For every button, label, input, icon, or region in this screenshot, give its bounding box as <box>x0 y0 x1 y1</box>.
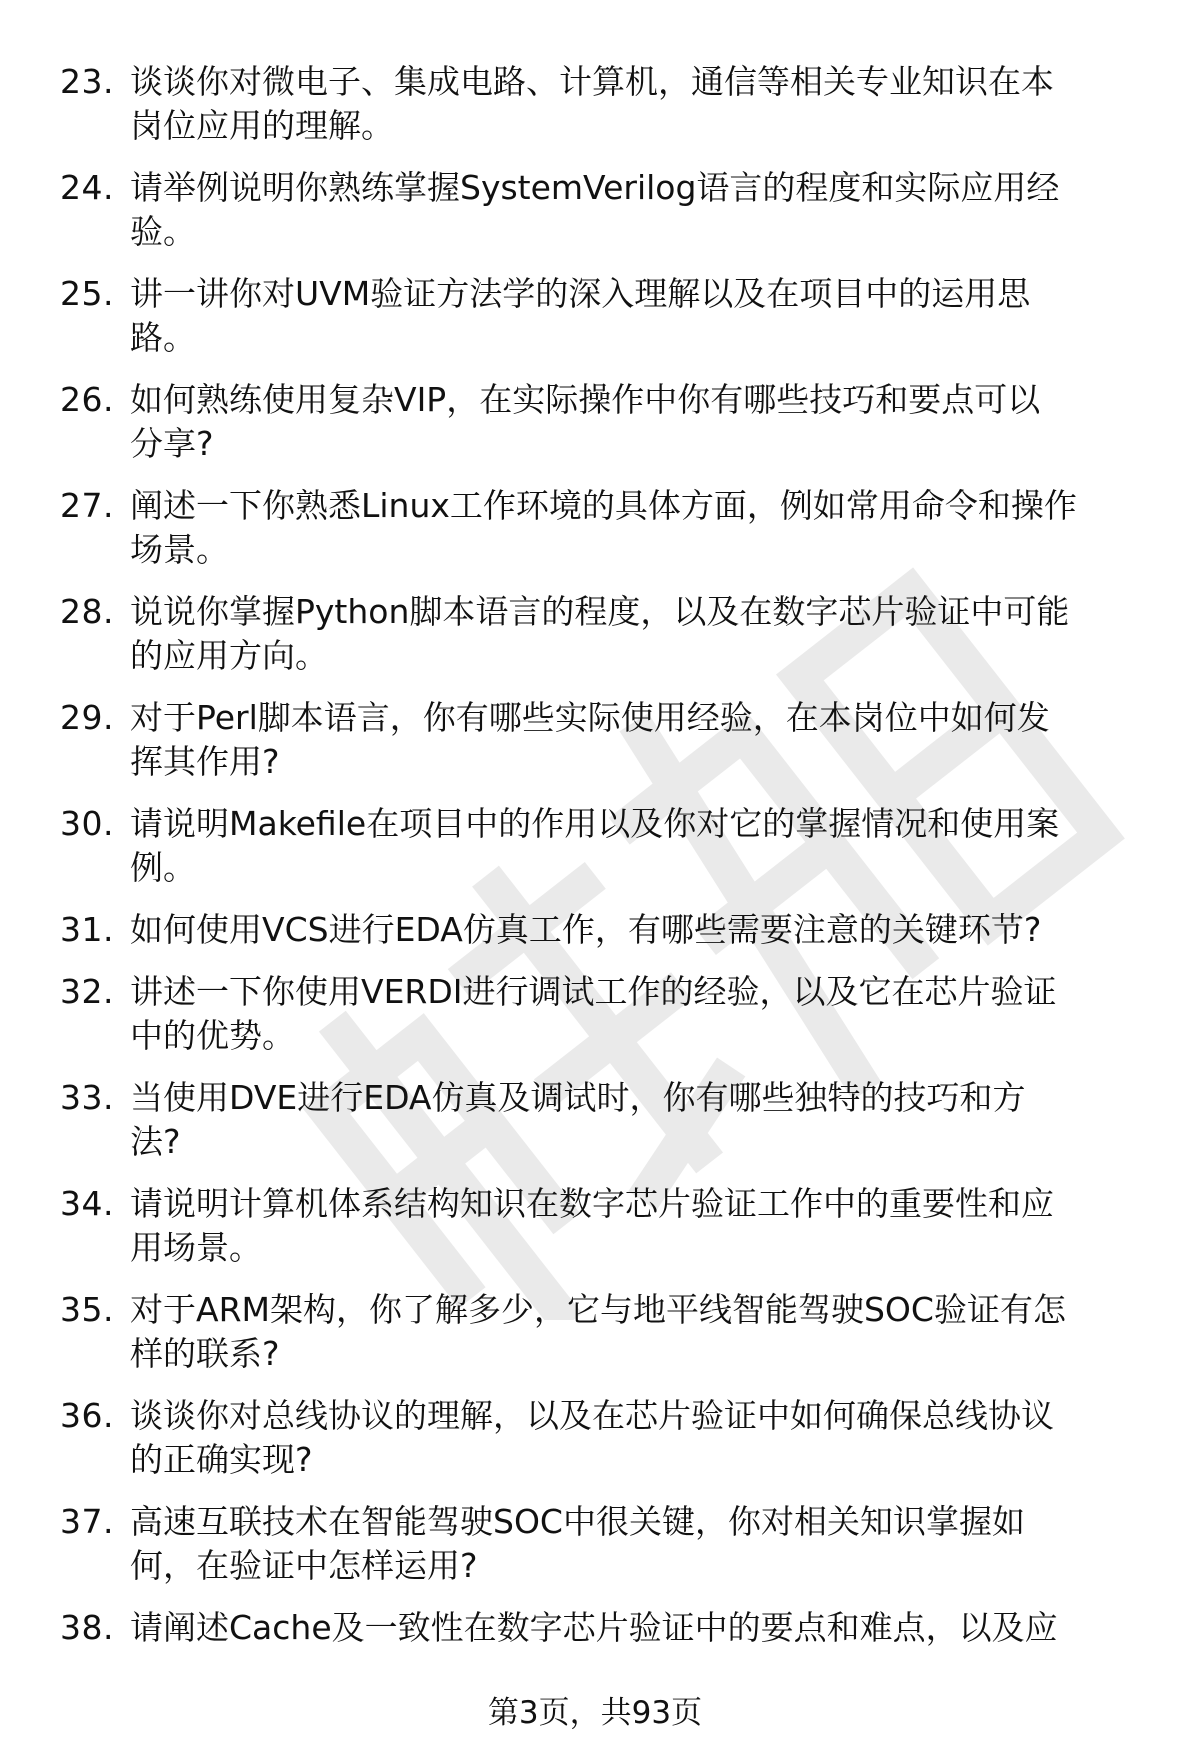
list-item <box>0 970 1190 1058</box>
page-footer: 第3页，共93页 <box>487 1695 703 1731</box>
question-number: 24. <box>60 168 114 207</box>
list-item <box>0 1288 1190 1376</box>
question-text: 请说明计算机体系结构知识在数字芯片验证工作中的重要性和应 用场景。 <box>130 1184 1054 1267</box>
question-text: 如何熟练使用复杂VIP，在实际操作中你有哪些技巧和要点可以 分享? <box>130 380 1041 463</box>
question-text: 讲述一下你使用VERDI进行调试工作的经验，以及它在芯片验证 中的优势。 <box>130 972 1057 1055</box>
question-text: 对于Perl脚本语言，你有哪些实际使用经验，在本岗位中如何发 挥其作用? <box>130 698 1050 781</box>
question-text: 请举例说明你熟练掌握SystemVerilog语言的程度和实际应用经 验。 <box>130 168 1060 251</box>
question-number: 25. <box>60 274 114 313</box>
question-number: 26. <box>60 380 114 419</box>
question-text: 如何使用VCS进行EDA仿真工作，有哪些需要注意的关键环节? <box>130 910 1042 949</box>
question-text: 讲一讲你对UVM验证方法学的深入理解以及在项目中的运用思 路。 <box>130 274 1031 357</box>
question-number: 33. <box>60 1078 114 1117</box>
question-number: 28. <box>60 592 114 631</box>
list-item <box>0 484 1190 572</box>
list-item <box>0 696 1190 784</box>
list-item <box>0 1606 1190 1650</box>
list-item <box>0 60 1190 148</box>
list-item <box>0 1394 1190 1482</box>
list-item <box>0 1182 1190 1270</box>
list-item <box>0 272 1190 360</box>
question-text: 高速互联技术在智能驾驶SOC中很关键，你对相关知识掌握如 何，在验证中怎样运用? <box>130 1502 1025 1585</box>
question-number: 23. <box>60 62 114 101</box>
question-text: 谈谈你对微电子、集成电路、计算机，通信等相关专业知识在本 岗位应用的理解。 <box>130 62 1054 145</box>
question-number: 35. <box>60 1290 114 1329</box>
list-item <box>0 378 1190 466</box>
question-number: 29. <box>60 698 114 737</box>
list-item <box>0 166 1190 254</box>
question-number: 27. <box>60 486 114 525</box>
question-text: 请阐述Cache及一致性在数字芯片验证中的要点和难点，以及应 <box>130 1608 1058 1647</box>
list-item <box>0 1076 1190 1164</box>
question-number: 30. <box>60 804 114 843</box>
list-item <box>0 590 1190 678</box>
question-list <box>0 60 1190 1668</box>
question-text: 说说你掌握Python脚本语言的程度，以及在数字芯片验证中可能 的应用方向。 <box>130 592 1070 675</box>
question-number: 31. <box>60 910 114 949</box>
list-item <box>0 802 1190 890</box>
question-text: 阐述一下你熟悉Linux工作环境的具体方面，例如常用命令和操作 场景。 <box>130 486 1077 569</box>
list-item <box>0 908 1190 952</box>
question-number: 34. <box>60 1184 114 1223</box>
question-number: 37. <box>60 1502 114 1541</box>
question-text: 谈谈你对总线协议的理解，以及在芯片验证中如何确保总线协议 的正确实现? <box>130 1396 1054 1479</box>
question-text: 对于ARM架构，你了解多少，它与地平线智能驾驶SOC验证有怎 样的联系? <box>130 1290 1066 1373</box>
question-number: 38. <box>60 1608 114 1647</box>
question-text: 当使用DVE进行EDA仿真及调试时，你有哪些独特的技巧和方 法? <box>130 1078 1026 1161</box>
list-item <box>0 1500 1190 1588</box>
question-number: 36. <box>60 1396 114 1435</box>
question-number: 32. <box>60 972 114 1011</box>
question-text: 请说明Makefile在项目中的作用以及你对它的掌握情况和使用案 例。 <box>130 804 1060 887</box>
